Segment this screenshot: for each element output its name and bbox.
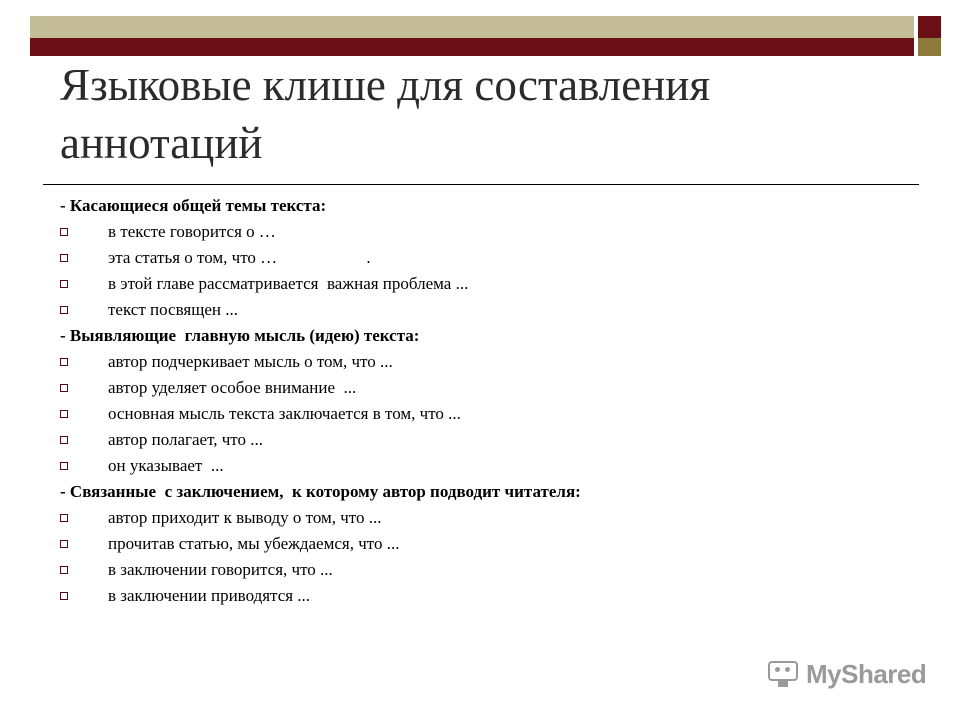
list-item bbox=[60, 427, 920, 453]
list-item-text: прочитав статью, мы убеждаемся, что ... bbox=[108, 534, 400, 553]
header-corner-square-olive bbox=[918, 38, 941, 56]
list-item bbox=[60, 505, 920, 531]
list-item bbox=[60, 401, 920, 427]
list-item bbox=[60, 531, 920, 557]
square-bullet-icon bbox=[60, 592, 68, 600]
list-item-text: автор приходит к выводу о том, что ... bbox=[108, 508, 382, 527]
list-item bbox=[60, 271, 920, 297]
watermark-logo bbox=[766, 656, 926, 692]
title-divider bbox=[43, 184, 919, 185]
list-item bbox=[60, 245, 920, 271]
list-item-text: основная мысль текста заключается в том, что ... bbox=[108, 404, 461, 423]
list-item bbox=[60, 375, 920, 401]
list-item-text: в этой главе рассматривается важная проблема ... bbox=[108, 274, 469, 293]
list-item-text: эта статья о том, что … . bbox=[108, 248, 371, 267]
header-maroon-bar bbox=[30, 38, 914, 56]
square-bullet-icon bbox=[60, 566, 68, 574]
square-bullet-icon bbox=[60, 228, 68, 236]
list-item-text: в заключении говорится, что ... bbox=[108, 560, 333, 579]
square-bullet-icon bbox=[60, 358, 68, 366]
square-bullet-icon bbox=[60, 280, 68, 288]
header-olive-bar bbox=[30, 16, 914, 38]
square-bullet-icon bbox=[60, 540, 68, 548]
list-item-text: в заключении приводятся ... bbox=[108, 586, 311, 605]
section-heading: - Касающиеся общей темы текста: bbox=[60, 196, 327, 215]
slide-title: Языковые клише для составления аннотаций bbox=[60, 60, 711, 168]
section-conclusion bbox=[60, 479, 920, 609]
list-item bbox=[60, 349, 920, 375]
header-corner-square-maroon bbox=[918, 16, 941, 38]
section-general-topic bbox=[60, 193, 920, 323]
list-item bbox=[60, 297, 920, 323]
list-item-text: автор полагает, что ... bbox=[108, 430, 263, 449]
square-bullet-icon bbox=[60, 254, 68, 262]
square-bullet-icon bbox=[60, 306, 68, 314]
watermark-text: MyShared bbox=[806, 658, 927, 689]
list-item bbox=[60, 557, 920, 583]
square-bullet-icon bbox=[60, 462, 68, 470]
list-item-text: текст посвящен ... bbox=[108, 300, 238, 319]
square-bullet-icon bbox=[60, 436, 68, 444]
list-item-text: он указывает ... bbox=[108, 456, 224, 475]
list-item bbox=[60, 583, 920, 609]
list-item-text: автор подчеркивает мысль о том, что ... bbox=[108, 352, 393, 371]
monitor-logo-icon bbox=[766, 659, 802, 689]
section-main-idea bbox=[60, 323, 920, 479]
square-bullet-icon bbox=[60, 410, 68, 418]
square-bullet-icon bbox=[60, 384, 68, 392]
list-item-text: автор уделяет особое внимание ... bbox=[108, 378, 357, 397]
square-bullet-icon bbox=[60, 514, 68, 522]
section-heading: - Связанные с заключением, к которому автор подводит читателя: bbox=[60, 482, 581, 501]
list-item-text: в тексте говорится о … bbox=[108, 222, 276, 241]
list-item bbox=[60, 453, 920, 479]
section-heading: - Выявляющие главную мысль (идею) текста: bbox=[60, 326, 420, 345]
list-item bbox=[60, 219, 920, 245]
slide-content bbox=[60, 193, 920, 609]
